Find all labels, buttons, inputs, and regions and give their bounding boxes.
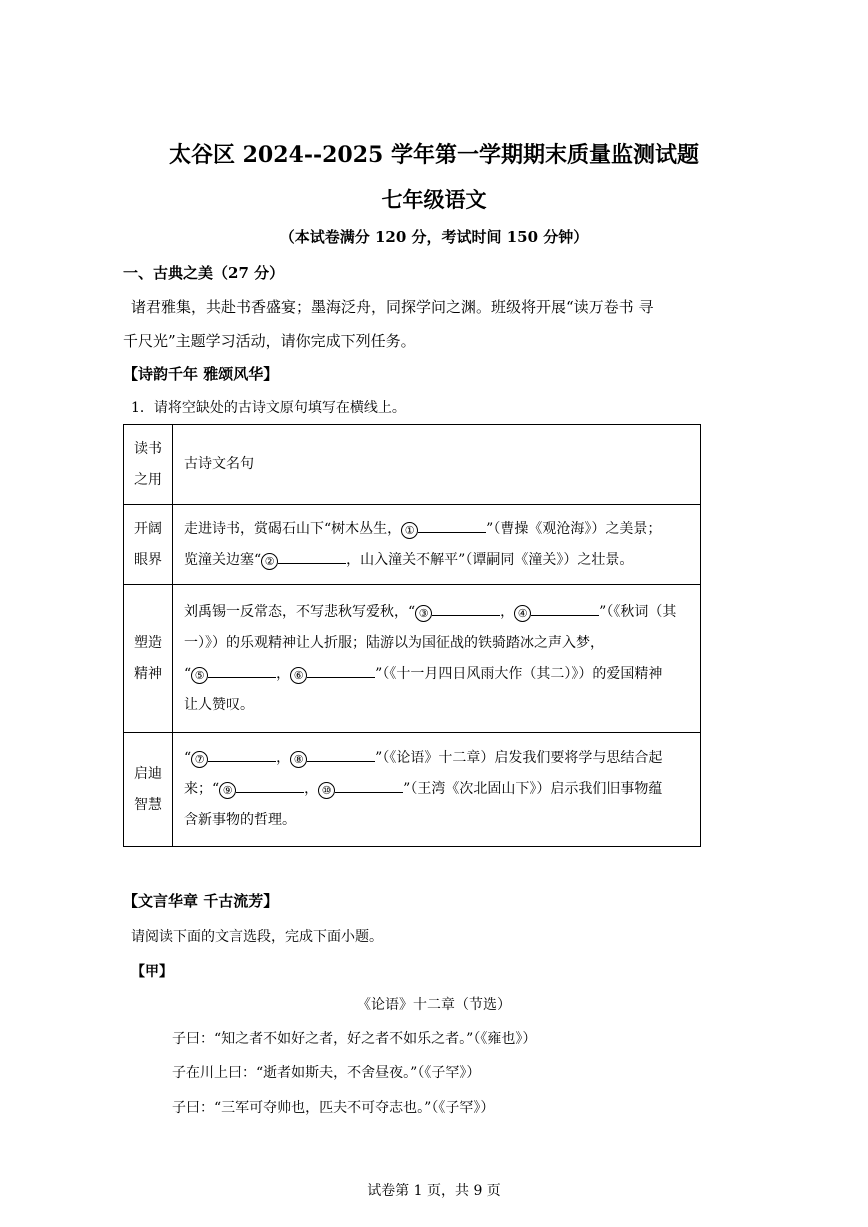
subsection-heading-classical: 【文言华章 千古流芳】	[123, 892, 279, 910]
blank-number: ⑦	[191, 751, 208, 768]
row-label: 塑造	[134, 634, 162, 651]
answer-blank[interactable]	[432, 601, 500, 616]
table-row	[124, 585, 701, 733]
text-line: 一）》）的乐观精神让人折服；陆游以为国征战的铁骑踏冰之声入梦，	[184, 634, 604, 651]
table-row	[124, 733, 701, 847]
text: ”（《论语》十二章）启发我们要将学与思结合起	[375, 750, 663, 766]
blank-number: ①	[401, 522, 418, 539]
intro-line-2: 千尺光”主题学习活动，请你完成下列任务。	[123, 332, 416, 350]
text: ”（《秋词（其	[599, 603, 677, 620]
blank-number: ⑤	[191, 667, 208, 684]
blank-number: ②	[261, 553, 278, 570]
exam-subtitle: 七年级语文	[381, 187, 487, 212]
answer-blank[interactable]	[335, 778, 403, 793]
page-footer: 试卷第 1 页，共 9 页	[367, 1183, 501, 1199]
text-line	[184, 743, 692, 774]
exam-title: 太谷区 2024--2025 学年第一学期期末质量监测试题	[168, 142, 700, 168]
table-row	[124, 505, 701, 585]
table-cell	[173, 733, 701, 847]
answer-blank[interactable]	[236, 778, 304, 793]
text-line	[184, 597, 692, 628]
text: ”（曹操《观沧海》）之美景；	[486, 520, 662, 537]
exam-note: （本试卷满分 120 分，考试时间 150 分钟）	[279, 228, 589, 246]
question-1: 1．请将空缺处的古诗文原句填写在横线上。	[131, 400, 406, 416]
section-heading: 一、古典之美（27 分）	[123, 264, 285, 282]
intro-line-1: 诸君雅集，共赴书香盛宴；墨海泛舟，同探学问之渊。班级将开展“读万卷书 寻	[131, 298, 654, 316]
passage-label-jia: 【甲】	[131, 964, 173, 980]
text: ”（《十一月四日风雨大作（其二）》）的爱国精神	[375, 665, 663, 682]
text: ，	[304, 781, 319, 797]
row-label: 精神	[134, 665, 162, 682]
blank-number: ⑧	[290, 751, 307, 768]
header-label: 之用	[134, 471, 162, 488]
table-cell	[124, 585, 173, 733]
text-line: 含新事物的哲理。	[184, 812, 296, 828]
passage-line: 子曰：“知之者不如好之者，好之者不如乐之者。”（《雍也》）	[172, 1031, 537, 1047]
row-label: 开阔	[134, 520, 162, 537]
poetry-table	[123, 424, 701, 847]
answer-blank[interactable]	[307, 663, 375, 678]
blank-number: ④	[514, 605, 531, 622]
text: ，	[276, 665, 291, 682]
text: “	[184, 665, 192, 682]
header-label: 读书	[134, 440, 162, 457]
text-line	[184, 514, 692, 545]
blank-number: ③	[415, 605, 432, 622]
table-cell	[124, 505, 173, 585]
reading-instruction: 请阅读下面的文言选段，完成下面小题。	[131, 929, 383, 945]
text-line	[184, 545, 692, 576]
text: “	[184, 750, 192, 766]
row-label: 启迪	[134, 765, 162, 782]
text: ”（王湾《次北固山下》）启示我们旧事物蕴	[403, 781, 663, 797]
text: 览潼关边塞“	[184, 551, 262, 568]
table-cell	[173, 425, 701, 505]
table-cell	[173, 585, 701, 733]
subsection-heading-poetry: 【诗韵千年 雅颂风华】	[123, 365, 279, 383]
text-line	[184, 659, 692, 690]
answer-blank[interactable]	[307, 747, 375, 762]
blank-number: ⑥	[290, 667, 307, 684]
passage-title: 《论语》十二章（节选）	[357, 997, 511, 1013]
passage-line: 子在川上曰：“逝者如斯夫，不舍昼夜。”（《子罕》）	[172, 1065, 481, 1081]
header-label: 古诗文名句	[184, 456, 254, 472]
text: 刘禹锡一反常态，不写悲秋写爱秋，“	[184, 603, 416, 620]
answer-blank[interactable]	[208, 663, 276, 678]
text: 走进诗书，赏碣石山下“树木丛生，	[184, 520, 402, 537]
answer-blank[interactable]	[208, 747, 276, 762]
passage-line: 子曰：“三军可夺帅也，匹夫不可夺志也。”（《子罕》）	[172, 1100, 495, 1116]
blank-number: ⑨	[219, 782, 236, 799]
blank-number: ⑩	[318, 782, 335, 799]
table-cell	[124, 733, 173, 847]
row-label: 智慧	[134, 796, 162, 813]
text: ，	[500, 603, 515, 620]
table-cell	[124, 425, 173, 505]
table-cell	[173, 505, 701, 585]
table-header-row	[124, 425, 701, 505]
answer-blank[interactable]	[531, 601, 599, 616]
answer-blank[interactable]	[278, 549, 346, 564]
text-line	[184, 774, 692, 805]
text: 来；“	[184, 781, 220, 797]
answer-blank[interactable]	[418, 518, 486, 533]
text: ，山入潼关不解平”（谭嗣同《潼关》）之壮景。	[346, 551, 634, 568]
text: ，	[276, 750, 291, 766]
row-label: 眼界	[134, 551, 162, 568]
text-line: 让人赞叹。	[184, 696, 254, 713]
